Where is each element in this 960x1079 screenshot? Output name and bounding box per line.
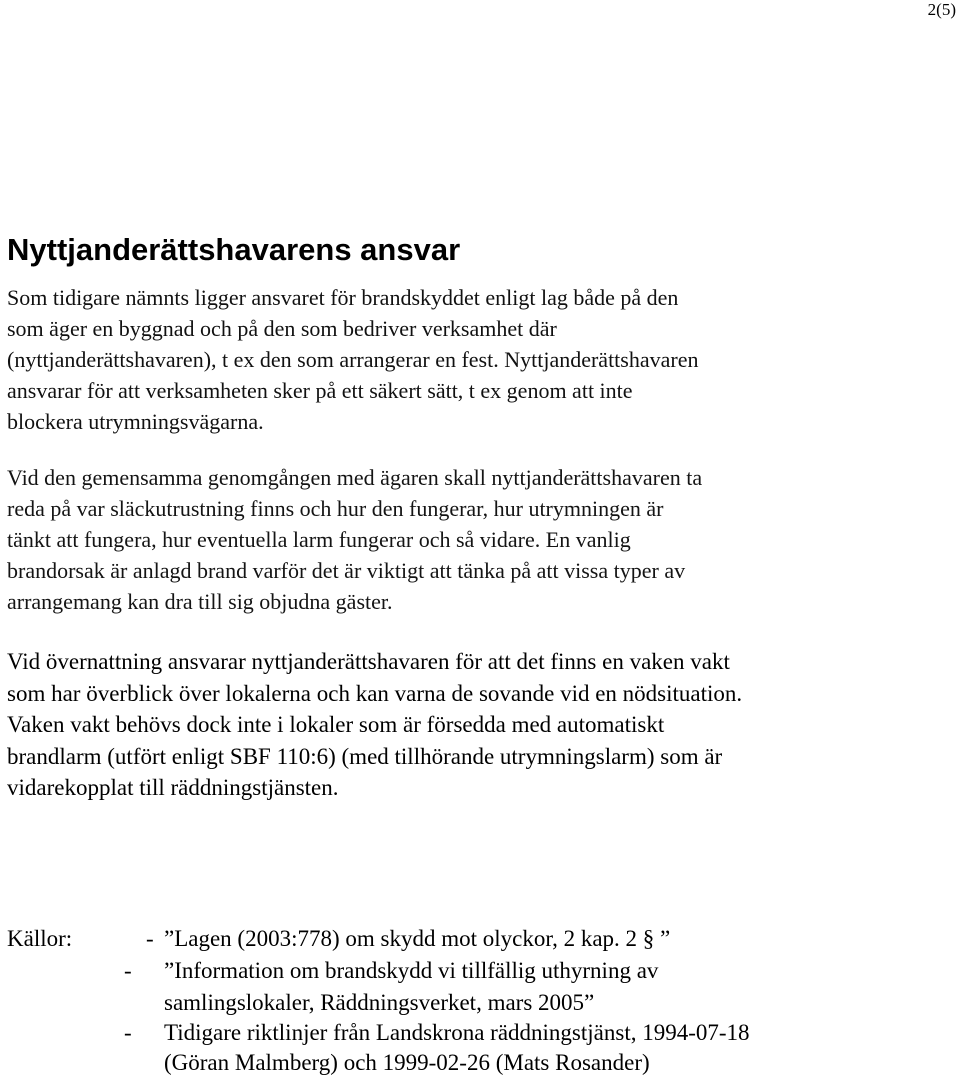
- source-text: ”Information om brandskydd vi tillfällig uthyrning av: [164, 958, 659, 983]
- paragraph-line: Vid övernattning ansvarar nyttjanderättshavaren för att det finns en vaken vakt: [7, 649, 730, 674]
- paragraph-responsibility: [7, 282, 698, 437]
- paragraph-line: Vaken vakt behövs dock inte i lokaler som är försedda med automatiskt: [7, 712, 665, 737]
- paragraph-walkthrough: [7, 462, 702, 617]
- paragraph-line: som äger en byggnad och på den som bedriver verksamhet där: [7, 316, 557, 341]
- paragraph-line: Som tidigare nämnts ligger ansvaret för brandskyddet enligt lag både på den: [7, 285, 679, 310]
- source-text: (Göran Malmberg) och 1999-02-26 (Mats Rosander): [164, 1050, 650, 1075]
- paragraph-line: ansvarar för att verksamheten sker på ett säkert sätt, t ex genom att inte: [7, 378, 633, 403]
- paragraph-line: tänkt att fungera, hur eventuella larm fungerar och så vidare. En vanlig: [7, 527, 631, 552]
- paragraph-line: Vid den gemensamma genomgången med ägaren skall nyttjanderättshavaren ta: [7, 465, 703, 490]
- paragraph-line: som har överblick över lokalerna och kan varna de sovande vid en nödsituation.: [7, 680, 743, 706]
- source-text: Tidigare riktlinjer från Landskrona räddningstjänst, 1994-07-18: [164, 1020, 750, 1045]
- sources-label: Källor:: [7, 926, 73, 951]
- source-text: ”Lagen (2003:778) om skydd mot olyckor, 2 kap. 2 § ”: [164, 926, 671, 951]
- paragraph-line: arrangemang kan dra till sig objudna gäster.: [7, 589, 393, 614]
- list-dash: -: [124, 958, 132, 983]
- source-text: samlingslokaler, Räddningsverket, mars 2005”: [164, 990, 595, 1015]
- page-number: 2(5): [927, 0, 956, 19]
- paragraph-line: (nyttjanderättshavaren), t ex den som arrangerar en fest. Nyttjanderättshavaren: [7, 347, 699, 372]
- paragraph-line: brandlarm (utfört enligt SBF 110:6) (med tillhörande utrymningslarm) som är: [7, 743, 723, 769]
- section-heading: Nyttjanderättshavarens ansvar: [7, 232, 461, 267]
- paragraph-line: vidarekopplat till räddningstjänsten.: [7, 775, 339, 800]
- list-dash: -: [124, 1020, 132, 1045]
- paragraph-line: brandorsak är anlagd brand varför det är viktigt att tänka på att vissa typer av: [7, 558, 686, 583]
- paragraph-line: reda på var släckutrustning finns och hur den fungerar, hur utrymningen är: [7, 496, 664, 521]
- list-dash: -: [146, 926, 154, 951]
- paragraph-overnight: [7, 646, 742, 804]
- paragraph-line: blockera utrymningsvägarna.: [7, 409, 264, 434]
